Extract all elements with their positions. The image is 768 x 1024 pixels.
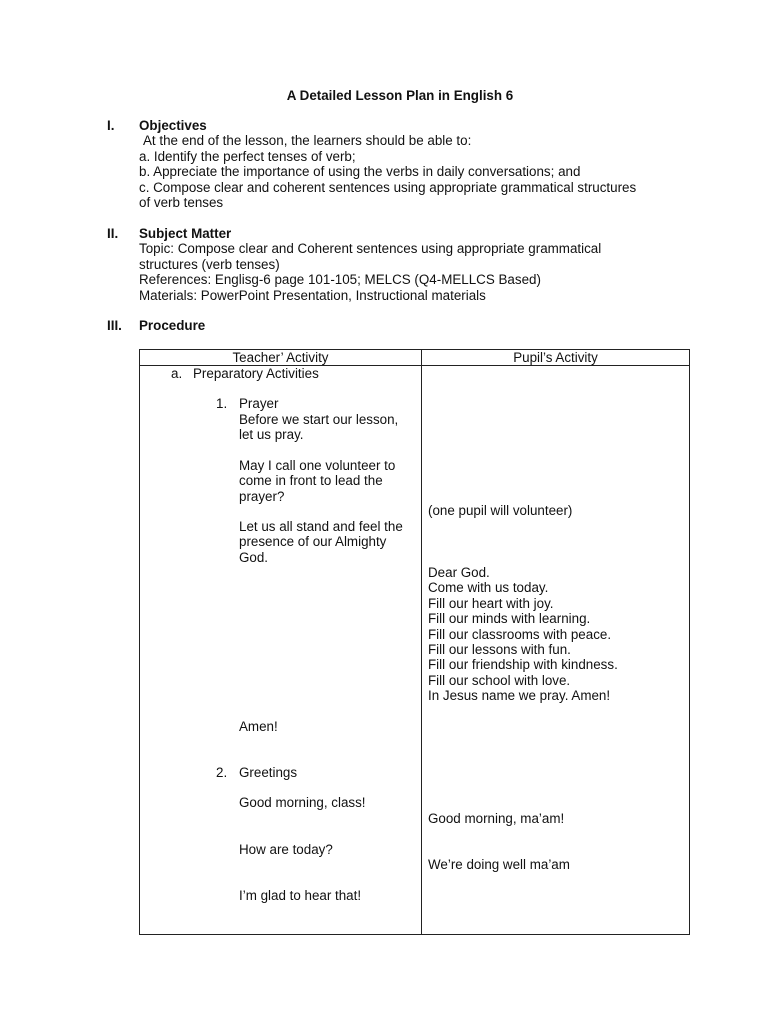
subject-matter-materials: Materials: PowerPoint Presentation, Instructional materials [139,287,486,303]
objectives-numeral: I. [107,118,115,133]
stand-instruction [239,519,403,565]
text-line: let us pray. [239,427,304,443]
pupil-doing-well: We’re doing well ma’am [428,857,570,872]
greetings-marker: 2. [216,765,228,780]
pupil-prayer [428,565,618,704]
text-line: God. [239,549,269,565]
objective-item: of verb tenses [139,195,224,211]
greetings-label: Greetings [239,765,298,780]
procedure-table [139,349,690,935]
objective-item: c. Compose clear and coherent sentences using appropriate grammatical structures [139,179,637,195]
text-line: Let us all stand and feel the [239,519,403,534]
teacher-amen: Amen! [239,719,278,734]
pupil-activity-cell [422,366,690,935]
prayer-line: Come with us today. [428,580,549,596]
prayer-intro [239,412,398,443]
objectives-intro: At the end of the lesson, the learners should be able to: [143,133,472,149]
teacher-glad: I’m glad to hear that! [239,888,362,903]
subject-matter-topic: Topic: Compose clear and Coherent sentences using appropriate grammatical [139,241,602,257]
pupil-activity-header: Pupil’s Activity [422,350,690,366]
prayer-label: Prayer [239,396,279,411]
objectives-heading: Objectives [139,118,207,133]
prayer-line: Fill our heart with joy. [428,595,554,611]
prayer-line: Fill our friendship with kindness. [428,657,618,673]
text-line: come in front to lead the [239,473,383,489]
procedure-numeral: III. [107,318,122,333]
prayer-line: Fill our school with love. [428,672,571,688]
prayer-marker: 1. [216,396,228,411]
procedure-heading: Procedure [139,318,206,333]
subject-matter-heading: Subject Matter [139,226,232,241]
objective-item: b. Appreciate the importance of using the verbs in daily conversations; and [139,164,581,180]
text-line: May I call one volunteer to [239,458,396,473]
volunteer-request [239,458,395,504]
document-title: A Detailed Lesson Plan in English 6 [286,88,514,103]
teacher-activity-header: Teacher’ Activity [140,350,422,366]
prayer-line: Fill our minds with learning. [428,611,591,627]
section-marker: a. [171,366,183,381]
teacher-good-morning: Good morning, class! [239,795,366,810]
pupil-volunteer: (one pupil will volunteer) [428,503,573,518]
subject-matter-numeral: II. [107,226,119,241]
subject-matter-references: References: Englisg-6 page 101-105; MELCS (Q4-MELLCS Based) [139,272,541,288]
text-line: presence of our Almighty [239,534,387,550]
teacher-how-are: How are today? [239,842,333,857]
prayer-line: In Jesus name we pray. Amen! [428,688,611,704]
teacher-activity-cell [140,366,422,935]
pupil-good-morning: Good morning, ma’am! [428,811,565,826]
text-line: prayer? [239,488,285,504]
text-line: Before we start our lesson, [239,412,399,427]
prayer-line: Fill our lessons with fun. [428,642,571,658]
subject-matter-topic-cont: structures (verb tenses) [139,256,280,272]
preparatory-activities-label: Preparatory Activities [193,366,319,381]
objective-item: a. Identify the perfect tenses of verb; [139,148,356,164]
prayer-line: Dear God. [428,565,490,580]
prayer-line: Fill our classrooms with peace. [428,626,612,642]
